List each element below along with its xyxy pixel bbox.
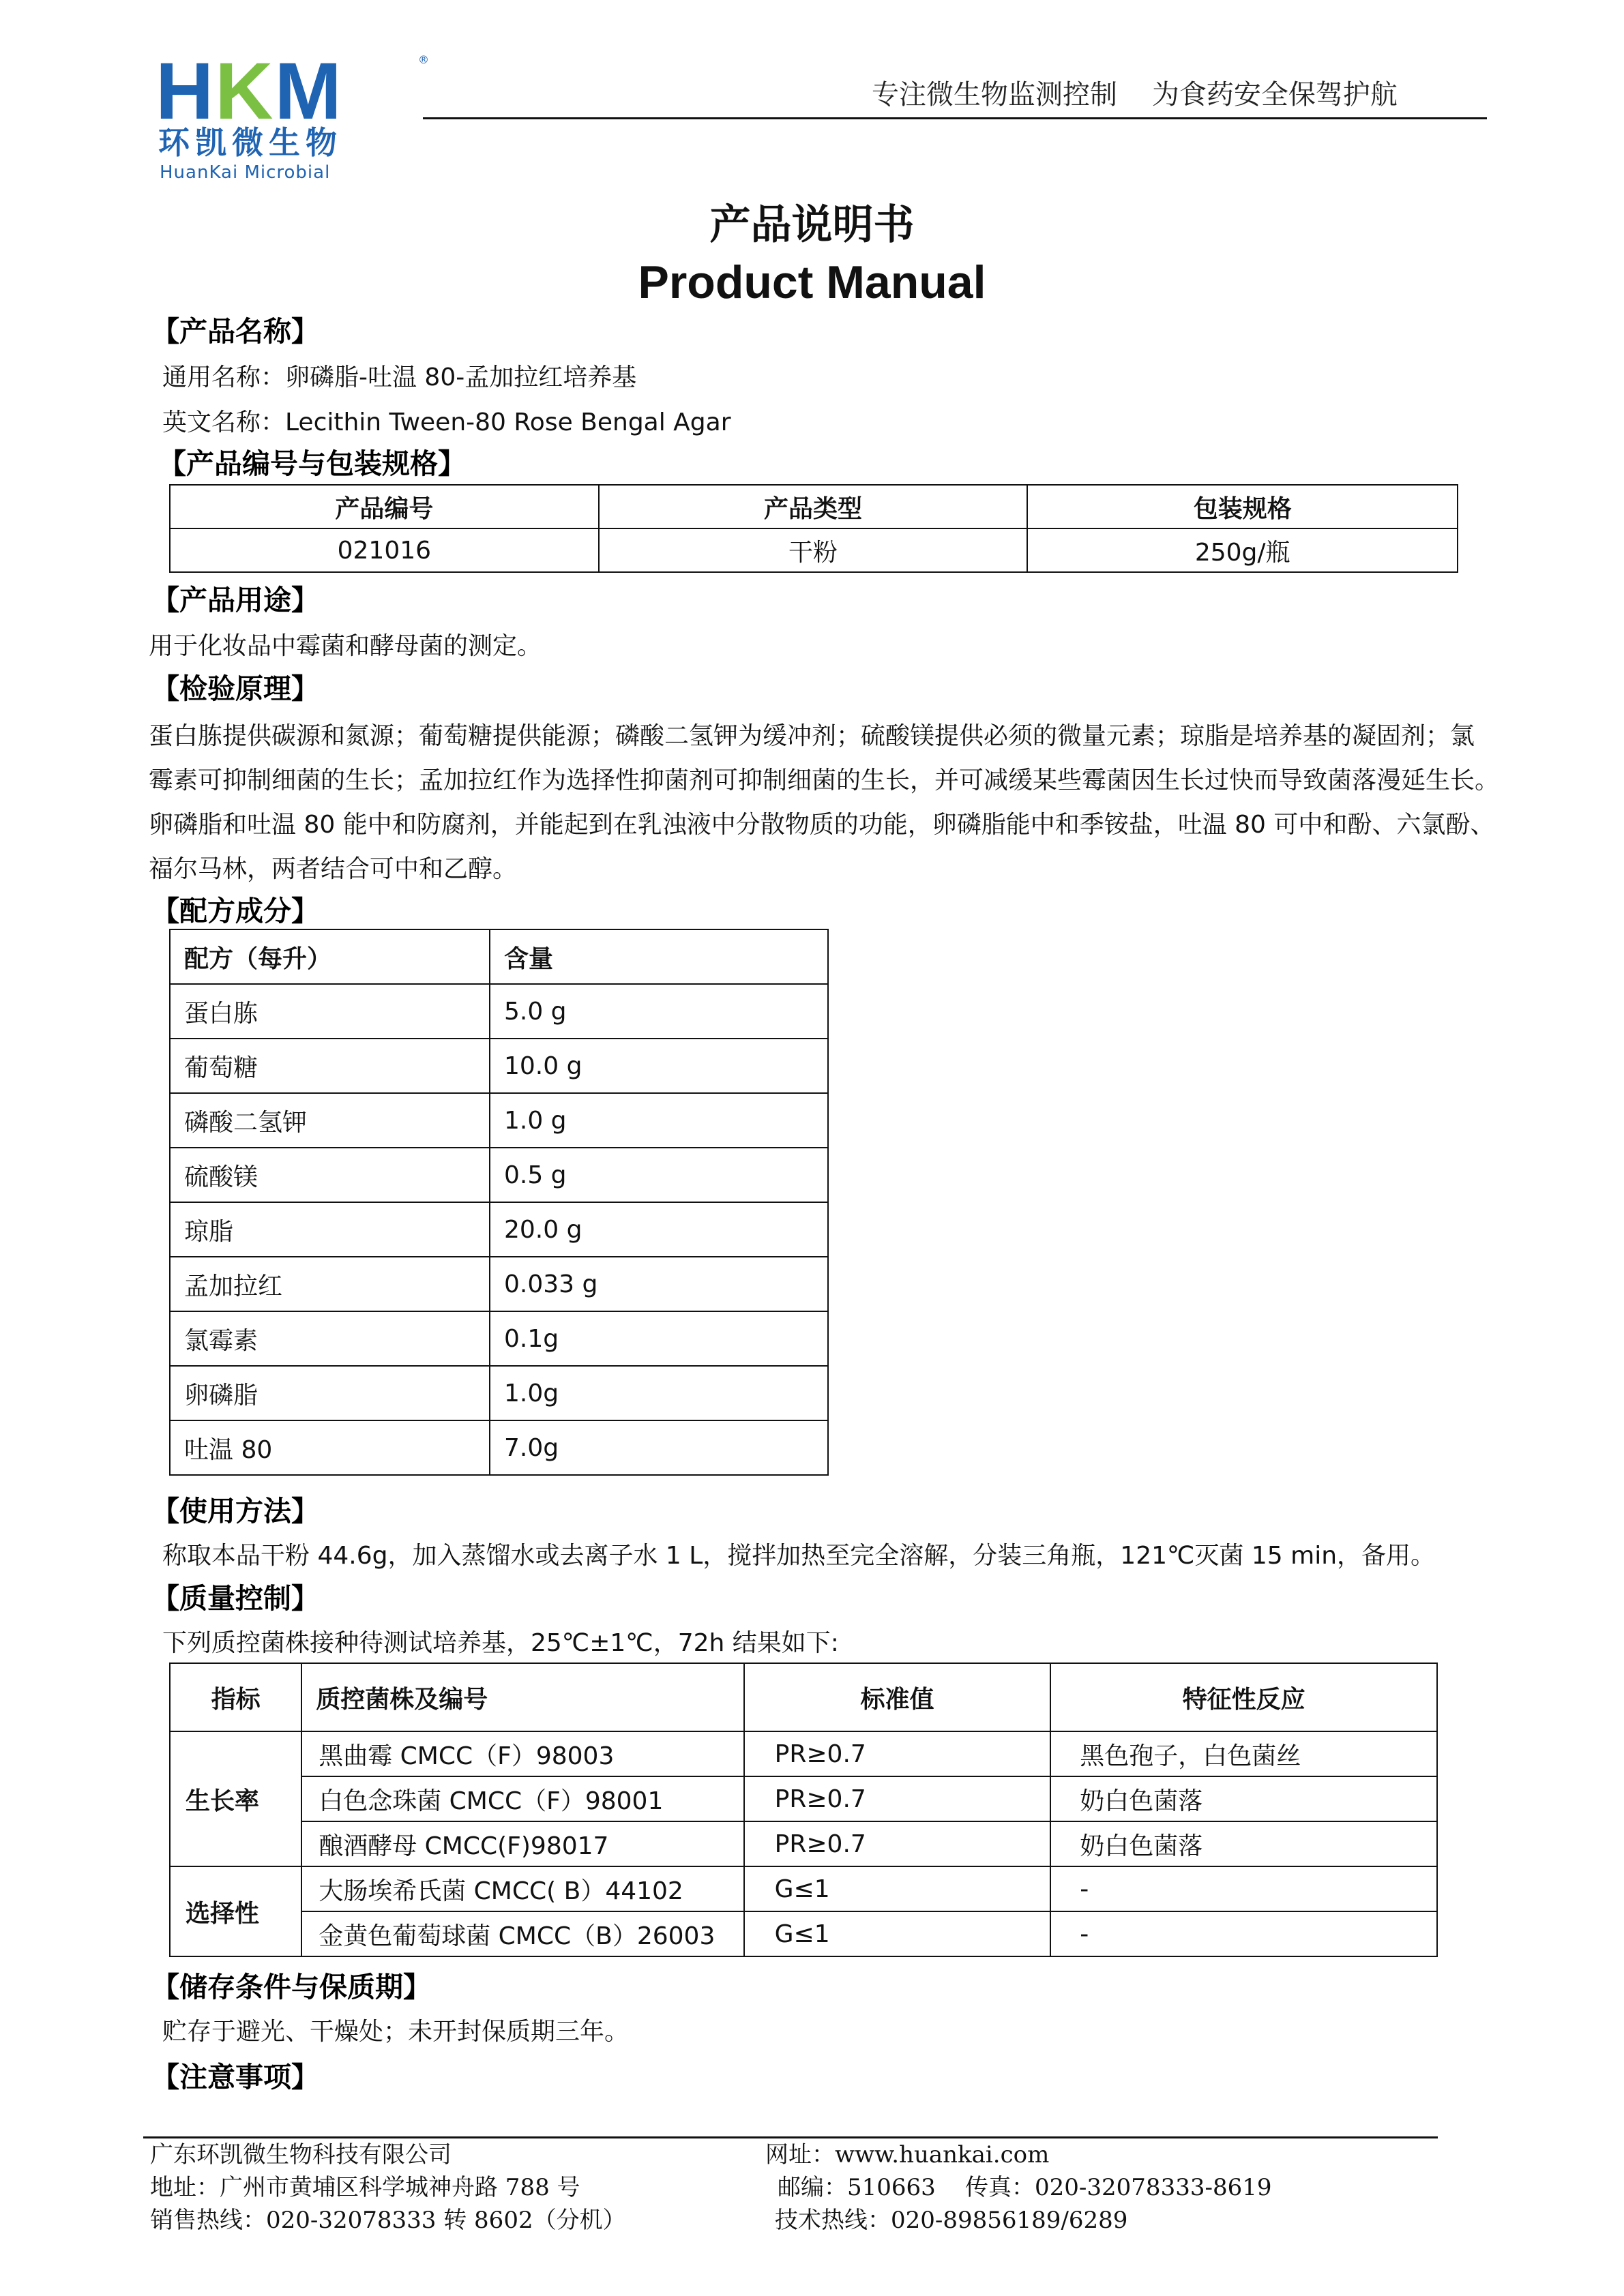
ingredient-name: 吐温 80 bbox=[170, 1420, 490, 1475]
section-heading-formula: 【配方成分】 bbox=[151, 895, 319, 927]
ingredient-name: 氯霉素 bbox=[170, 1311, 490, 1366]
ingredient-amount: 5.0 g bbox=[490, 984, 828, 1039]
reaction-cell: 黑色孢子，白色菌丝 bbox=[1050, 1731, 1437, 1776]
strain-cell: 大肠埃希氏菌 CMCC( B）44102 bbox=[301, 1866, 743, 1911]
table-header-row bbox=[170, 485, 1458, 528]
ingredient-amount: 20.0 g bbox=[490, 1202, 828, 1257]
table-row bbox=[170, 1311, 828, 1366]
table-header-row bbox=[170, 1663, 1437, 1731]
reaction-cell: - bbox=[1050, 1911, 1437, 1956]
strain-cell: 酿酒酵母 CMCC(F)98017 bbox=[301, 1821, 743, 1866]
formula-table bbox=[169, 929, 829, 1476]
header-divider bbox=[423, 117, 1487, 119]
ingredient-amount: 0.5 g bbox=[490, 1148, 828, 1202]
column-header: 产品编号 bbox=[170, 485, 599, 528]
table-row bbox=[170, 1776, 1437, 1821]
table-row bbox=[170, 1366, 828, 1420]
column-header: 包装规格 bbox=[1027, 485, 1458, 528]
principle-line: 蛋白胨提供碳源和氮源；葡萄糖提供能源；磷酸二氢钾为缓冲剂；硫酸镁提供必须的微量元素；琼脂是培养基的凝固剂；氯 bbox=[149, 722, 1475, 750]
strain-cell: 白色念珠菌 CMCC（F）98001 bbox=[301, 1776, 743, 1821]
usage-text: 用于化妆品中霉菌和酵母菌的测定。 bbox=[149, 632, 542, 660]
table-row bbox=[170, 1420, 828, 1475]
footer-address: 地址：广州市黄埔区科学城神舟路 788 号 bbox=[150, 2174, 580, 2201]
registered-mark: ® bbox=[418, 53, 429, 66]
table-header-row bbox=[170, 929, 828, 984]
column-header: 标准值 bbox=[744, 1663, 1051, 1731]
company-logo bbox=[156, 46, 429, 183]
ingredient-name: 卵磷脂 bbox=[170, 1366, 490, 1420]
logo-hkm-text: HKM bbox=[156, 46, 343, 136]
product-type-cell: 干粉 bbox=[599, 528, 1028, 572]
storage-text: 贮存于避光、干燥处；未开封保质期三年。 bbox=[162, 2018, 630, 2046]
method-text: 称取本品干粉 44.6g，加入蒸馏水或去离子水 1 L，搅拌加热至完全溶解，分装三角瓶，121℃灭菌 15 min，备用。 bbox=[162, 1542, 1436, 1570]
table-row bbox=[170, 1093, 828, 1148]
strain-cell: 黑曲霉 CMCC（F）98003 bbox=[301, 1731, 743, 1776]
section-heading-packaging: 【产品编号与包装规格】 bbox=[158, 447, 466, 480]
ingredient-amount: 0.1g bbox=[490, 1311, 828, 1366]
column-header: 配方（每升） bbox=[170, 929, 490, 984]
section-heading-usage: 【产品用途】 bbox=[151, 584, 319, 616]
ingredient-name: 蛋白胨 bbox=[170, 984, 490, 1039]
standard-cell: G≤1 bbox=[744, 1911, 1051, 1956]
ingredient-name: 磷酸二氢钾 bbox=[170, 1093, 490, 1148]
ingredient-amount: 7.0g bbox=[490, 1420, 828, 1475]
english-name: 英文名称：Lecithin Tween-80 Rose Bengal Agar bbox=[162, 408, 731, 436]
header-slogan: 专注微生物监测控制 为食药安全保驾护航 bbox=[872, 79, 1398, 110]
ingredient-name: 琼脂 bbox=[170, 1202, 490, 1257]
section-heading-product-name: 【产品名称】 bbox=[151, 315, 319, 348]
footer-sales-hotline: 销售热线：020-32078333 转 8602（分机） bbox=[150, 2207, 626, 2234]
principle-line: 福尔马林，两者结合可中和乙醇。 bbox=[149, 855, 518, 883]
standard-cell: PR≥0.7 bbox=[744, 1776, 1051, 1821]
section-heading-notes: 【注意事项】 bbox=[151, 2061, 319, 2093]
logo-chinese-name: 环凯微生物 bbox=[158, 124, 342, 161]
principle-line: 卵磷脂和吐温 80 能中和防腐剂，并能起到在乳浊液中分散物质的功能，卵磷脂能中和季铵盐，吐温 80 可中和酚、六氯酚、 bbox=[149, 811, 1495, 839]
document-title-en: Product Manual bbox=[638, 256, 986, 308]
table-row bbox=[170, 1821, 1437, 1866]
footer-postcode-fax: 邮编：510663 传真：020-32078333-8619 bbox=[778, 2174, 1272, 2201]
standard-cell: PR≥0.7 bbox=[744, 1821, 1051, 1866]
table-row bbox=[170, 1148, 828, 1202]
table-row bbox=[170, 1202, 828, 1257]
section-heading-principle: 【检验原理】 bbox=[151, 672, 319, 705]
indicator-cell: 选择性 bbox=[170, 1866, 301, 1956]
ingredient-amount: 1.0g bbox=[490, 1366, 828, 1420]
ingredient-name: 硫酸镁 bbox=[170, 1148, 490, 1202]
section-heading-storage: 【储存条件与保质期】 bbox=[151, 1971, 431, 2003]
column-header: 产品类型 bbox=[599, 485, 1028, 528]
section-heading-qc: 【质量控制】 bbox=[151, 1582, 319, 1615]
section-heading-method: 【使用方法】 bbox=[151, 1495, 319, 1527]
principle-line: 霉素可抑制细菌的生长；孟加拉红作为选择性抑菌剂可抑制细菌的生长，并可减缓某些霉菌因生长过快而导致菌落漫延生长。 bbox=[149, 766, 1500, 794]
column-header: 特征性反应 bbox=[1050, 1663, 1437, 1731]
quality-control-table bbox=[169, 1663, 1438, 1957]
qc-intro: 下列质控菌株接种待测试培养基，25℃±1℃，72h 结果如下: bbox=[162, 1629, 839, 1657]
common-name: 通用名称：卵磷脂-吐温 80-孟加拉红培养基 bbox=[162, 363, 637, 391]
ingredient-name: 孟加拉红 bbox=[170, 1257, 490, 1311]
column-header: 含量 bbox=[490, 929, 828, 984]
indicator-cell: 生长率 bbox=[170, 1731, 301, 1866]
column-header: 指标 bbox=[170, 1663, 301, 1731]
reaction-cell: 奶白色菌落 bbox=[1050, 1821, 1437, 1866]
table-row bbox=[170, 1866, 1437, 1911]
table-row bbox=[170, 984, 828, 1039]
packaging-table bbox=[169, 484, 1458, 573]
ingredient-amount: 10.0 g bbox=[490, 1039, 828, 1093]
table-row bbox=[170, 1257, 828, 1311]
column-header: 质控菌株及编号 bbox=[301, 1663, 743, 1731]
ingredient-amount: 1.0 g bbox=[490, 1093, 828, 1148]
reaction-cell: - bbox=[1050, 1866, 1437, 1911]
strain-cell: 金黄色葡萄球菌 CMCC（B）26003 bbox=[301, 1911, 743, 1956]
table-row bbox=[170, 528, 1458, 572]
footer-website: 网址：www.huankai.com bbox=[765, 2141, 1050, 2168]
standard-cell: PR≥0.7 bbox=[744, 1731, 1051, 1776]
product-code-cell: 021016 bbox=[170, 528, 599, 572]
footer-company: 广东环凯微生物科技有限公司 bbox=[150, 2141, 452, 2168]
standard-cell: G≤1 bbox=[744, 1866, 1051, 1911]
footer-tech-hotline: 技术热线：020-89856189/6289 bbox=[775, 2207, 1128, 2234]
ingredient-amount: 0.033 g bbox=[490, 1257, 828, 1311]
ingredient-name: 葡萄糖 bbox=[170, 1039, 490, 1093]
logo-english-name: HuanKai Microbial bbox=[160, 162, 331, 183]
package-size-cell: 250g/瓶 bbox=[1027, 528, 1458, 572]
reaction-cell: 奶白色菌落 bbox=[1050, 1776, 1437, 1821]
table-row bbox=[170, 1039, 828, 1093]
table-row bbox=[170, 1911, 1437, 1956]
document-title-cn: 产品说明书 bbox=[709, 201, 915, 249]
table-row bbox=[170, 1731, 1437, 1776]
